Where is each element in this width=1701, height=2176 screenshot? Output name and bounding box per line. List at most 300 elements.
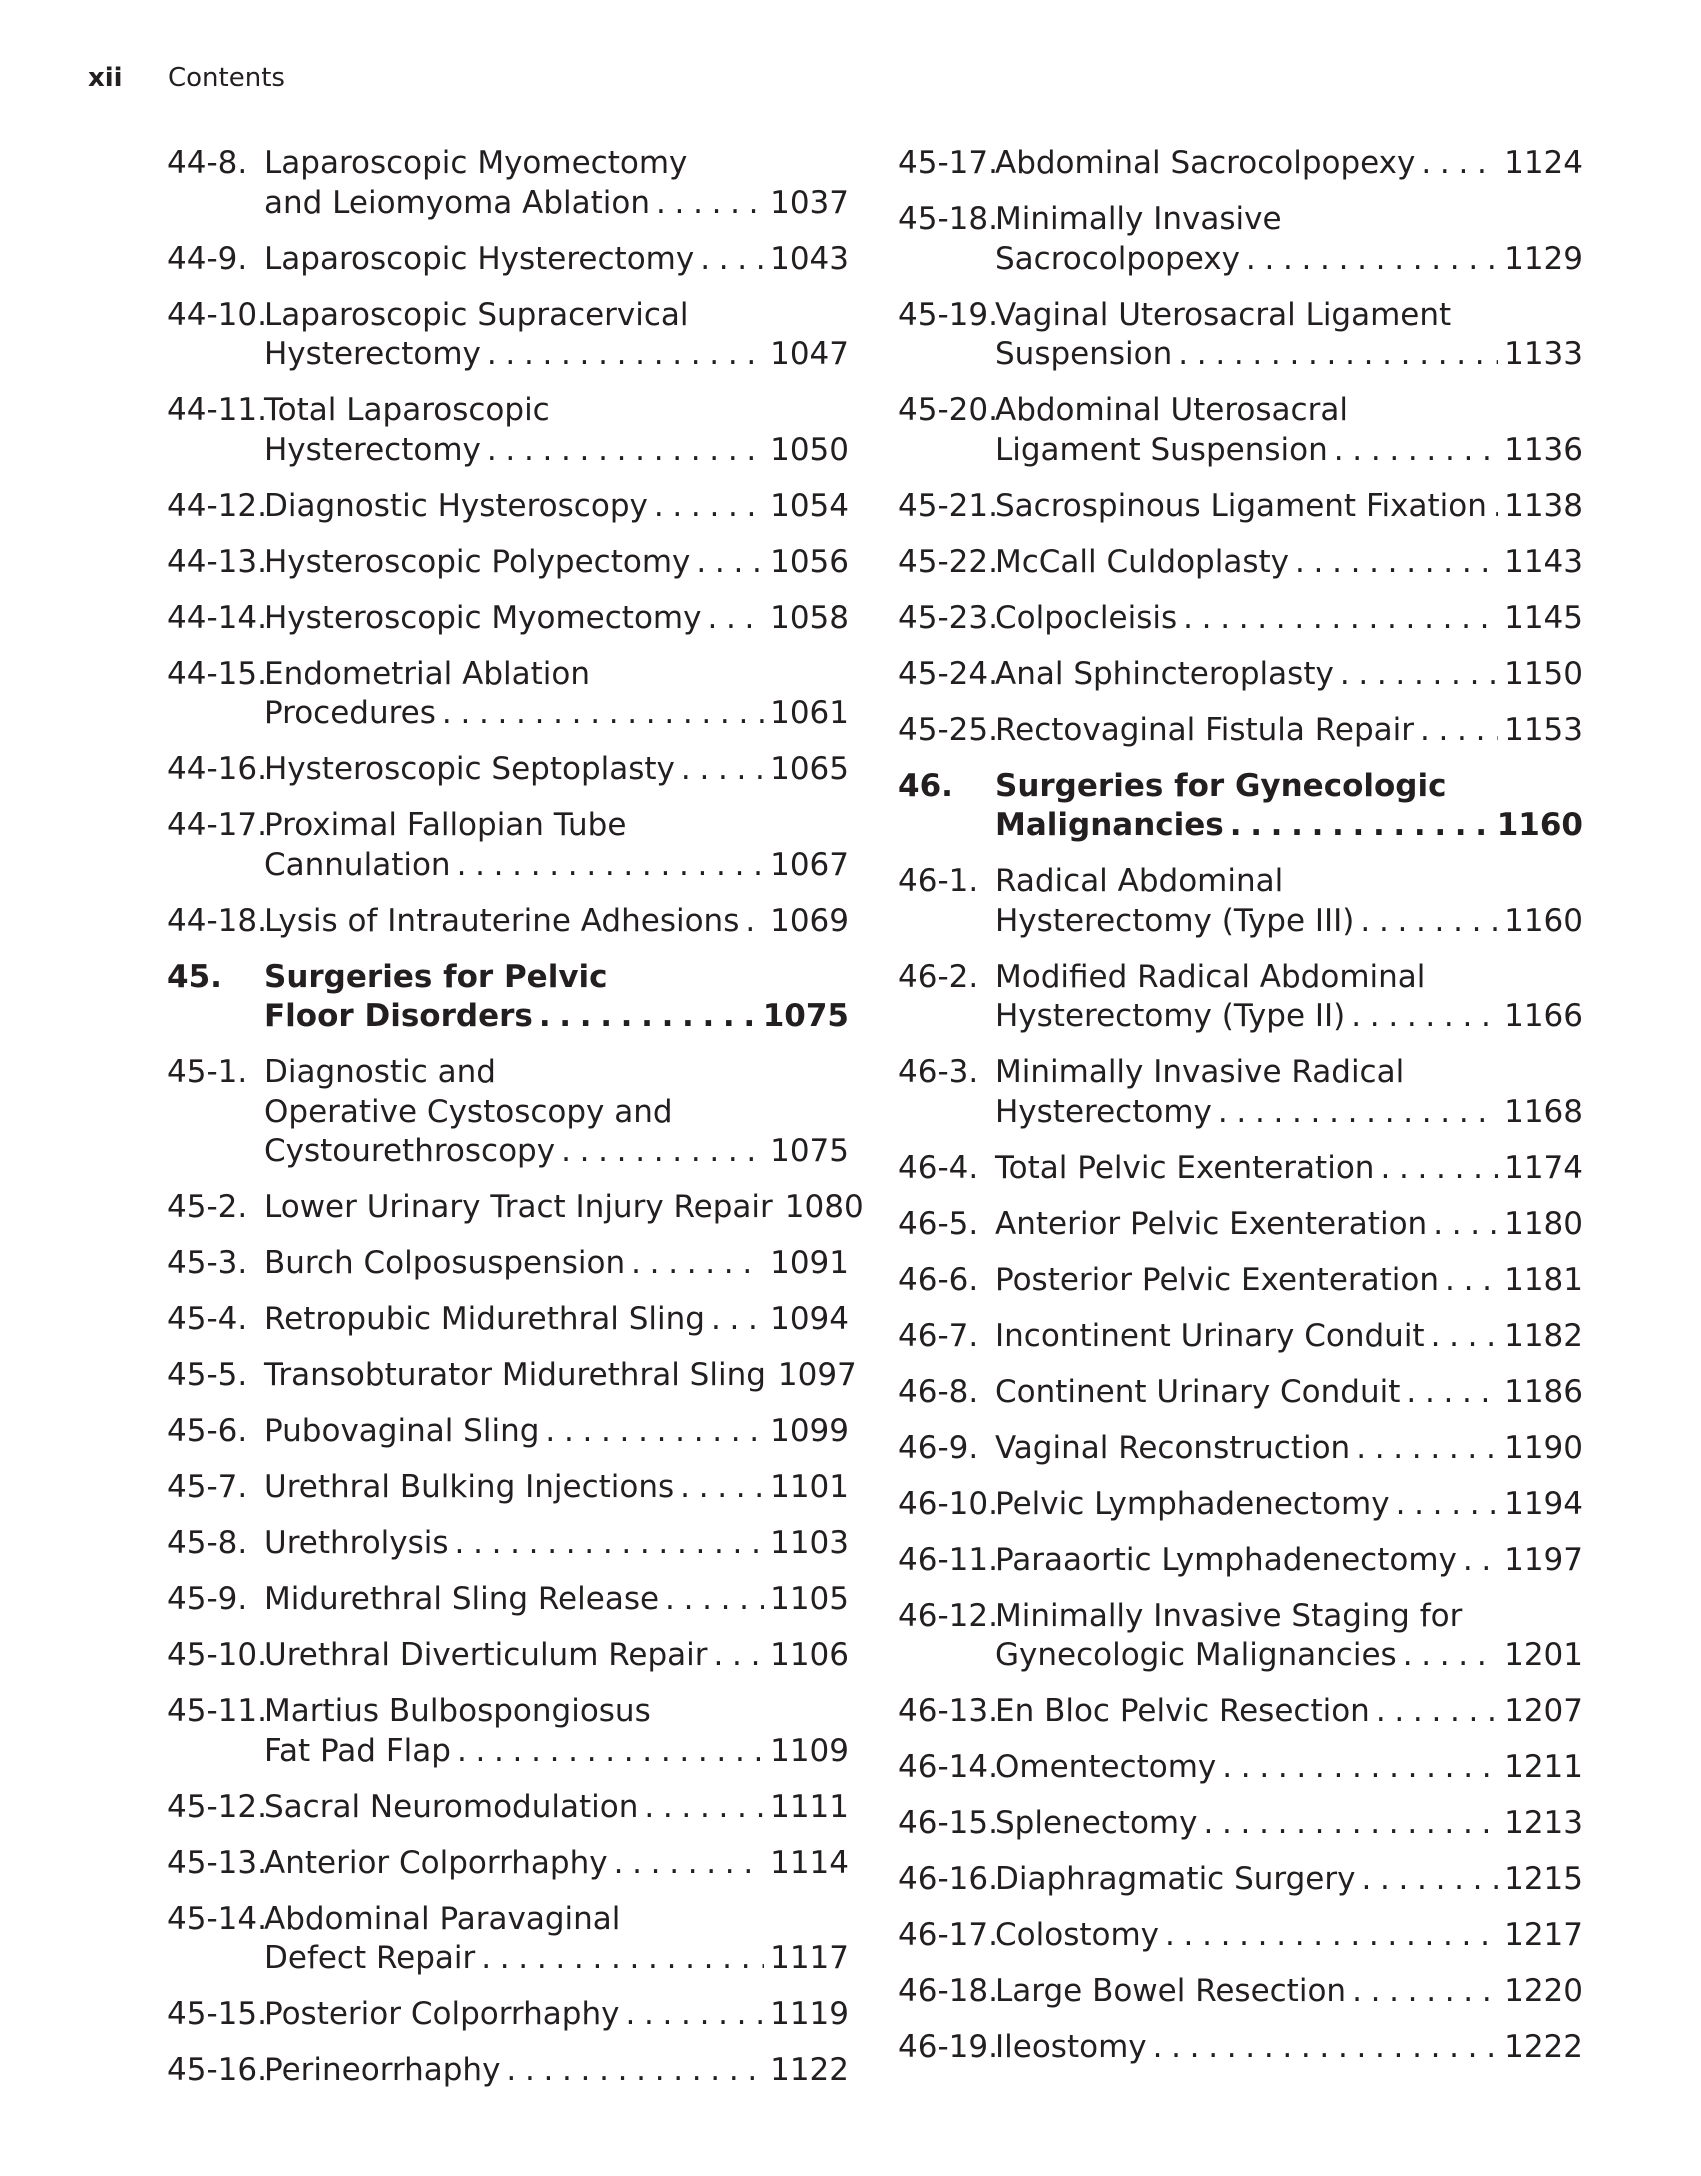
toc-entry-title: Minimally Invasive Staging for [995, 1597, 1463, 1634]
toc-entry-line [995, 1053, 1583, 1093]
toc-entry-number: 46-13. [898, 1693, 998, 1729]
toc-entry [898, 391, 1583, 470]
toc-entry-title: Defect Repair [264, 1940, 476, 1976]
toc-entry-number: 44-18. [167, 902, 267, 939]
toc-page-number: 1168 [1504, 1093, 1583, 1130]
toc-entry-title: Anal Sphincteroplasty [995, 655, 1334, 692]
toc-page-number: 1056 [770, 543, 849, 580]
toc-page-number: 1069 [770, 902, 849, 939]
toc-entry-title: Ligament Suspension [995, 431, 1328, 468]
toc-entry-number: 46-10. [898, 1485, 998, 1522]
dot-leader [1396, 1485, 1498, 1525]
toc-entry-body [264, 1636, 849, 1676]
toc-entry-body [264, 902, 849, 942]
dot-leader [1360, 902, 1498, 942]
toc-entry-body [264, 1468, 849, 1508]
toc-page-number: 1061 [770, 695, 849, 731]
toc-entry [167, 1300, 849, 1340]
toc-entry-body [264, 2051, 849, 2091]
toc-entry-number: 45-4. [167, 1301, 248, 1337]
toc-entry-line [995, 1149, 1583, 1189]
toc-entry [167, 1900, 849, 1979]
toc-entry-body [264, 1244, 849, 1284]
toc-entry [898, 144, 1583, 184]
toc-entry-number: 44-17. [167, 807, 267, 843]
toc-entry-title: Laparoscopic Supracervical [264, 296, 689, 333]
toc-entry-number: 45-1. [167, 1054, 248, 1090]
toc-entry [898, 1373, 1583, 1413]
toc-entry-title: Diaphragmatic Surgery [995, 1861, 1356, 1897]
dot-leader [1376, 1692, 1498, 1732]
toc-entry-line [995, 655, 1583, 695]
toc-entry-line [264, 1995, 849, 2035]
toc-entry [167, 296, 849, 375]
dot-leader [1340, 655, 1498, 695]
toc-entry-title: Omentectomy [995, 1749, 1217, 1785]
toc-page-number: 1197 [1504, 1541, 1583, 1578]
toc-entry-body [264, 1580, 849, 1620]
toc-entry-number: 46-3. [898, 1054, 979, 1090]
toc-entry-title: Large Bowel Resection [995, 1973, 1347, 2009]
toc-page-number: 1201 [1504, 1637, 1583, 1673]
toc-page-number: 1091 [770, 1245, 849, 1281]
toc-page-number: 1075 [770, 1133, 849, 1169]
running-header [88, 62, 285, 94]
toc-entry-body [264, 1692, 849, 1771]
toc-page-number: 1213 [1504, 1805, 1583, 1841]
toc-entry [898, 487, 1583, 527]
dot-leader [455, 1524, 765, 1564]
toc-entry-body [995, 391, 1583, 470]
toc-entry-body [264, 655, 849, 734]
toc-entry-title: Diagnostic Hysteroscopy [264, 487, 648, 524]
toc-page-number: 1194 [1504, 1485, 1583, 1522]
toc-page-number: 1190 [1504, 1429, 1583, 1466]
toc-entry-line [995, 1541, 1583, 1581]
toc-entry-title: Urethral Diverticulum Repair [264, 1637, 708, 1673]
toc-entry-line [264, 431, 849, 471]
toc-entry-body [995, 599, 1583, 639]
toc-entry-title: Martius Bulbospongiosus [264, 1693, 651, 1729]
toc-entry [167, 487, 849, 527]
toc-entry [898, 1485, 1583, 1525]
toc-entry-title: Perineorrhaphy [264, 2052, 501, 2088]
toc-entry-title: Laparoscopic Hysterectomy [264, 240, 695, 277]
toc-entry-body [995, 487, 1583, 527]
toc-entry-title: Paraaortic Lymphadenectomy [995, 1541, 1457, 1578]
toc-page-number: 1180 [1504, 1205, 1583, 1242]
toc-entry-title: Colostomy [995, 1917, 1160, 1953]
toc-entry-line [995, 2028, 1583, 2068]
toc-entry [167, 1356, 857, 1396]
toc-entry [898, 543, 1583, 583]
toc-entry-line [264, 958, 849, 998]
toc-entry-title: Operative Cystoscopy and [264, 1093, 673, 1130]
dot-leader [1493, 487, 1498, 527]
toc-entry-body [264, 1524, 849, 1564]
toc-entry-number: 45-21. [898, 487, 998, 524]
toc-entry [898, 862, 1583, 941]
toc-entry-body [264, 1788, 849, 1828]
toc-entry-line [264, 846, 849, 886]
toc-entry-number: 44-9. [167, 240, 248, 277]
toc-entry-line [995, 1692, 1583, 1732]
toc-entry-title: Hysterectomy [995, 1093, 1212, 1130]
toc-entry-title: Abdominal Sacrocolpopexy [995, 145, 1416, 181]
toc-entry-title: McCall Culdoplasty [995, 543, 1290, 580]
toc-entry-title: Proximal Fallopian Tube [264, 807, 627, 843]
toc-entry-line [264, 997, 849, 1037]
toc-entry-title: Malignancies [995, 807, 1224, 843]
toc-entry-body [264, 958, 849, 1037]
toc-page-number: 1143 [1504, 543, 1583, 580]
toc-entry-title: Anterior Pelvic Exenteration [995, 1205, 1428, 1242]
toc-entry-line [264, 1412, 849, 1452]
toc-entry [898, 1972, 1583, 2012]
dot-leader [1445, 1261, 1498, 1301]
toc-entry [167, 655, 849, 734]
toc-entry-line [995, 767, 1583, 807]
toc-page-number: 1215 [1504, 1861, 1583, 1897]
toc-entry-title: Lower Urinary Tract Injury Repair [264, 1189, 773, 1225]
toc-entry-body [995, 1597, 1583, 1676]
toc-entry-number: 44-12. [167, 487, 267, 524]
toc-entry-number: 46-9. [898, 1429, 979, 1466]
toc-entry [898, 1692, 1583, 1732]
toc-entry-title: Vaginal Reconstruction [995, 1429, 1351, 1466]
toc-entry-title: Vaginal Uterosacral Ligament [995, 296, 1452, 333]
toc-entry-line [264, 1244, 849, 1284]
toc-page-number: 1111 [770, 1788, 849, 1825]
toc-entry-line [264, 1636, 849, 1676]
toc-entry-line [995, 1317, 1583, 1357]
toc-entry-line [264, 1844, 849, 1884]
toc-entry-number: 46-19. [898, 2029, 998, 2065]
toc-entry-title: Posterior Colporrhaphy [264, 1996, 620, 2032]
toc-page-number: 1136 [1504, 431, 1583, 468]
toc-entry [167, 144, 849, 223]
toc-entry-title: Endometrial Ablation [264, 655, 590, 692]
dot-leader [1431, 1317, 1499, 1357]
dot-leader [1406, 1373, 1498, 1413]
dot-leader [442, 694, 764, 734]
toc-entry-line [995, 1429, 1583, 1469]
toc-page-number: 1109 [770, 1732, 849, 1769]
toc-page-number: 1058 [770, 599, 849, 636]
toc-page-number: 1145 [1504, 599, 1583, 636]
toc-entry [898, 711, 1583, 751]
dot-leader [1351, 997, 1498, 1037]
toc-entry-title: Burch Colposuspension [264, 1245, 626, 1281]
toc-page-number: 1050 [770, 431, 849, 468]
toc-entry-body [264, 240, 849, 280]
toc-entry-title: Urethrolysis [264, 1525, 449, 1561]
toc-entry-line [995, 1860, 1583, 1900]
toc-entry-number: 44-8. [167, 145, 248, 181]
toc-entry [167, 1468, 849, 1508]
toc-page-number: 1186 [1504, 1373, 1583, 1410]
toc-entry-body [264, 1356, 857, 1396]
dot-leader [696, 543, 764, 583]
toc-page-number: 1150 [1504, 655, 1583, 692]
dot-leader [1295, 543, 1498, 583]
toc-entry-line [264, 599, 849, 639]
toc-entry-number: 46-1. [898, 863, 979, 899]
toc-entry-title: Abdominal Paravaginal [264, 1900, 621, 1937]
dot-leader [1403, 1636, 1498, 1676]
toc-entry-number: 45-11. [167, 1693, 267, 1729]
toc-page-number: 1094 [770, 1301, 849, 1337]
toc-entry [167, 806, 849, 885]
toc-entry [167, 599, 849, 639]
toc-entry-title: Midurethral Sling Release [264, 1581, 660, 1617]
toc-entry-title: Hysteroscopic Myomectomy [264, 599, 702, 636]
toc-entry-number: 46-5. [898, 1205, 979, 1242]
dot-leader [707, 599, 764, 639]
toc-entry [167, 1692, 849, 1771]
toc-entry-number: 46-6. [898, 1261, 979, 1298]
dot-leader [711, 1300, 764, 1340]
toc-entry-body [264, 296, 849, 375]
toc-entry-line [264, 1900, 849, 1940]
dot-leader [656, 184, 764, 224]
dot-leader [1420, 711, 1498, 751]
toc-entry-number: 45-20. [898, 392, 998, 428]
toc-entry-line [995, 599, 1583, 639]
dot-leader [561, 1132, 764, 1172]
toc-page-number: 1124 [1504, 145, 1583, 181]
toc-entry-body [264, 1995, 849, 2035]
toc-entry-title: Pelvic Lymphadenectomy [995, 1485, 1390, 1522]
dot-leader [681, 750, 764, 790]
dot-leader [1433, 1205, 1498, 1245]
toc-entry [167, 543, 849, 583]
toc-entry-title: Hysteroscopic Septoplasty [264, 751, 675, 787]
dot-leader [614, 1844, 765, 1884]
toc-entry-body [995, 1053, 1583, 1132]
toc-page-number: 1103 [770, 1525, 849, 1561]
dot-leader [1183, 599, 1498, 639]
toc-page-number: 1047 [770, 336, 849, 372]
dot-leader [1165, 1916, 1498, 1956]
toc-entry-line [264, 902, 849, 942]
toc-entry-line [264, 806, 849, 846]
toc-chapter-entry [167, 958, 849, 1037]
toc-column-right [898, 144, 1583, 2084]
toc-entry-body [995, 655, 1583, 695]
toc-entry-line [264, 543, 849, 583]
dot-leader [1463, 1541, 1498, 1581]
toc-entry-number: 44-11. [167, 392, 267, 428]
toc-entry-body [995, 200, 1583, 279]
toc-entry-body [264, 1900, 849, 1979]
toc-entry-line [264, 144, 849, 184]
toc-entry-line [995, 997, 1583, 1037]
toc-entry-number: 45-2. [167, 1189, 248, 1225]
toc-entry-title: Minimally Invasive Radical [995, 1054, 1405, 1090]
toc-entry-number: 45-6. [167, 1413, 248, 1449]
toc-chapter-entry [898, 767, 1583, 846]
dot-leader [700, 240, 764, 280]
toc-entry-number: 44-14. [167, 599, 267, 636]
toc-entry [898, 1804, 1583, 1844]
toc-entry-body [995, 1916, 1583, 1956]
toc-entry [898, 1205, 1583, 1245]
toc-entry-body [264, 806, 849, 885]
toc-entry-line [264, 1093, 849, 1133]
toc-entry-title: Posterior Pelvic Exenteration [995, 1261, 1440, 1298]
toc-entry-body [995, 1748, 1583, 1788]
toc-entry-title: Radical Abdominal [995, 863, 1284, 899]
toc-entry-number: 45-10. [167, 1637, 267, 1673]
dot-leader [1361, 1860, 1498, 1900]
toc-entry-line [264, 1053, 849, 1093]
toc-page-number: 1153 [1504, 711, 1583, 748]
dot-leader [625, 1995, 764, 2035]
toc-page-number: 1160 [1496, 807, 1583, 843]
toc-entry-title: and Leiomyoma Ablation [264, 184, 650, 221]
dot-leader [487, 335, 764, 375]
toc-entry [167, 1244, 849, 1284]
toc-page-number: 1122 [770, 2052, 849, 2088]
toc-entry-title: Sacral Neuromodulation [264, 1788, 639, 1825]
toc-page-number: 1099 [770, 1413, 849, 1449]
toc-entry [898, 655, 1583, 695]
toc-entry [898, 958, 1583, 1037]
toc-entry-body [995, 1804, 1583, 1844]
toc-entry-line [264, 1580, 849, 1620]
toc-page-number: 1037 [770, 184, 849, 221]
toc-entry-body [995, 1692, 1583, 1732]
toc-entry-title: Hysterectomy (Type II) [995, 998, 1346, 1034]
toc-entry [167, 1524, 849, 1564]
toc-entry-body [264, 750, 849, 790]
toc-entry-title: Abdominal Uterosacral [995, 392, 1348, 428]
toc-entry-title: Transobturator Midurethral Sling [264, 1357, 766, 1393]
dot-leader [506, 2051, 764, 2091]
toc-entry-line [995, 806, 1583, 846]
toc-entry-line [995, 296, 1583, 336]
dot-leader [1222, 1748, 1498, 1788]
toc-page-number: 1220 [1504, 1973, 1583, 2009]
toc-entry-number: 45-16. [167, 2052, 267, 2088]
toc-page-number: 1117 [770, 1940, 849, 1976]
toc-entry-line [995, 335, 1583, 375]
toc-entry-title: Gynecologic Malignancies [995, 1637, 1397, 1673]
toc-entry-title: Cannulation [264, 846, 451, 883]
toc-entry-body [995, 711, 1583, 751]
toc-entry-title: Minimally Invasive [995, 201, 1282, 237]
dot-leader [1380, 1149, 1498, 1189]
toc-entry-number: 45-13. [167, 1844, 267, 1881]
toc-entry-title: Total Pelvic Exenteration [995, 1149, 1375, 1186]
toc-entry [898, 1149, 1583, 1189]
toc-entry-line [995, 240, 1583, 280]
toc-page-number: 1181 [1504, 1261, 1583, 1298]
dot-leader [1352, 1972, 1498, 2012]
toc-entry-line [264, 184, 849, 224]
dot-leader [1153, 2028, 1498, 2068]
toc-entry-body [264, 543, 849, 583]
toc-entry-body [995, 1541, 1583, 1581]
toc-page-number: 1160 [1504, 902, 1583, 939]
toc-entry-line [264, 750, 849, 790]
toc-page-number: 1054 [770, 487, 849, 524]
toc-page-number: 1080 [784, 1189, 864, 1225]
toc-entry-number: 46-17. [898, 1917, 998, 1953]
toc-entry-body [995, 1972, 1583, 2012]
toc-entry-title: Ileostomy [995, 2029, 1147, 2065]
toc-entry [898, 1053, 1583, 1132]
dot-leader [1246, 240, 1498, 280]
toc-entry-body [995, 1429, 1583, 1469]
toc-entry-line [264, 1300, 849, 1340]
toc-entry-line [264, 1356, 857, 1396]
toc-entry-body [995, 1317, 1583, 1357]
toc-entry [167, 1580, 849, 1620]
toc-entry-number: 45-12. [167, 1788, 267, 1825]
toc-entry [167, 1788, 849, 1828]
toc-entry-line [264, 391, 849, 431]
toc-entry-number: 46-18. [898, 1973, 998, 2009]
toc-entry-number: 46-7. [898, 1317, 979, 1354]
toc-entry-number: 45-24. [898, 655, 998, 692]
toc-entry-title: Surgeries for Pelvic [264, 958, 608, 995]
toc-entry-number: 46. [898, 767, 953, 804]
toc-entry-body [995, 1261, 1583, 1301]
toc-entry [167, 1053, 849, 1172]
toc-page-number: 1211 [1504, 1749, 1583, 1785]
toc-entry-number: 45-8. [167, 1525, 248, 1561]
toc-entry-number: 46-15. [898, 1805, 998, 1841]
toc-entry-body [995, 958, 1583, 1037]
toc-page-number: 1174 [1504, 1149, 1583, 1186]
toc-entry [167, 1636, 849, 1676]
toc-entry-title: Colpocleisis [995, 599, 1178, 636]
toc-entry-line [995, 902, 1583, 942]
toc-entry-line [995, 1093, 1583, 1133]
toc-entry [167, 1844, 849, 1884]
toc-entry-line [264, 1692, 849, 1732]
toc-entry-number: 45-14. [167, 1900, 267, 1937]
toc-entry-body [264, 487, 849, 527]
toc-entry-title: Incontinent Urinary Conduit [995, 1317, 1425, 1354]
toc-entry-title: Surgeries for Gynecologic [995, 767, 1447, 804]
toc-entry-number: 46-2. [898, 958, 979, 995]
dot-leader [665, 1580, 764, 1620]
toc-entry [898, 1261, 1583, 1301]
toc-page-number: 1217 [1504, 1917, 1583, 1953]
dot-leader [1178, 335, 1498, 375]
toc-entry-line [995, 487, 1583, 527]
toc-entry-line [264, 655, 849, 695]
toc-entry [898, 1597, 1583, 1676]
toc-page-number: 1106 [770, 1637, 849, 1673]
toc-entry-number: 45-18. [898, 201, 998, 237]
dot-leader [1230, 806, 1491, 846]
toc-entry-title: Hysterectomy [264, 431, 481, 468]
toc-entry-title: Procedures [264, 695, 436, 731]
toc-entry-body [264, 1188, 864, 1228]
toc-entry-number: 44-15. [167, 655, 267, 692]
toc-entry-line [995, 711, 1583, 751]
toc-entry-title: Sacrocolpopexy [995, 240, 1240, 277]
toc-entry-body [995, 1860, 1583, 1900]
toc-entry-line [995, 1261, 1583, 1301]
dot-leader [1356, 1429, 1498, 1469]
toc-entry-line [995, 862, 1583, 902]
dot-leader [680, 1468, 764, 1508]
